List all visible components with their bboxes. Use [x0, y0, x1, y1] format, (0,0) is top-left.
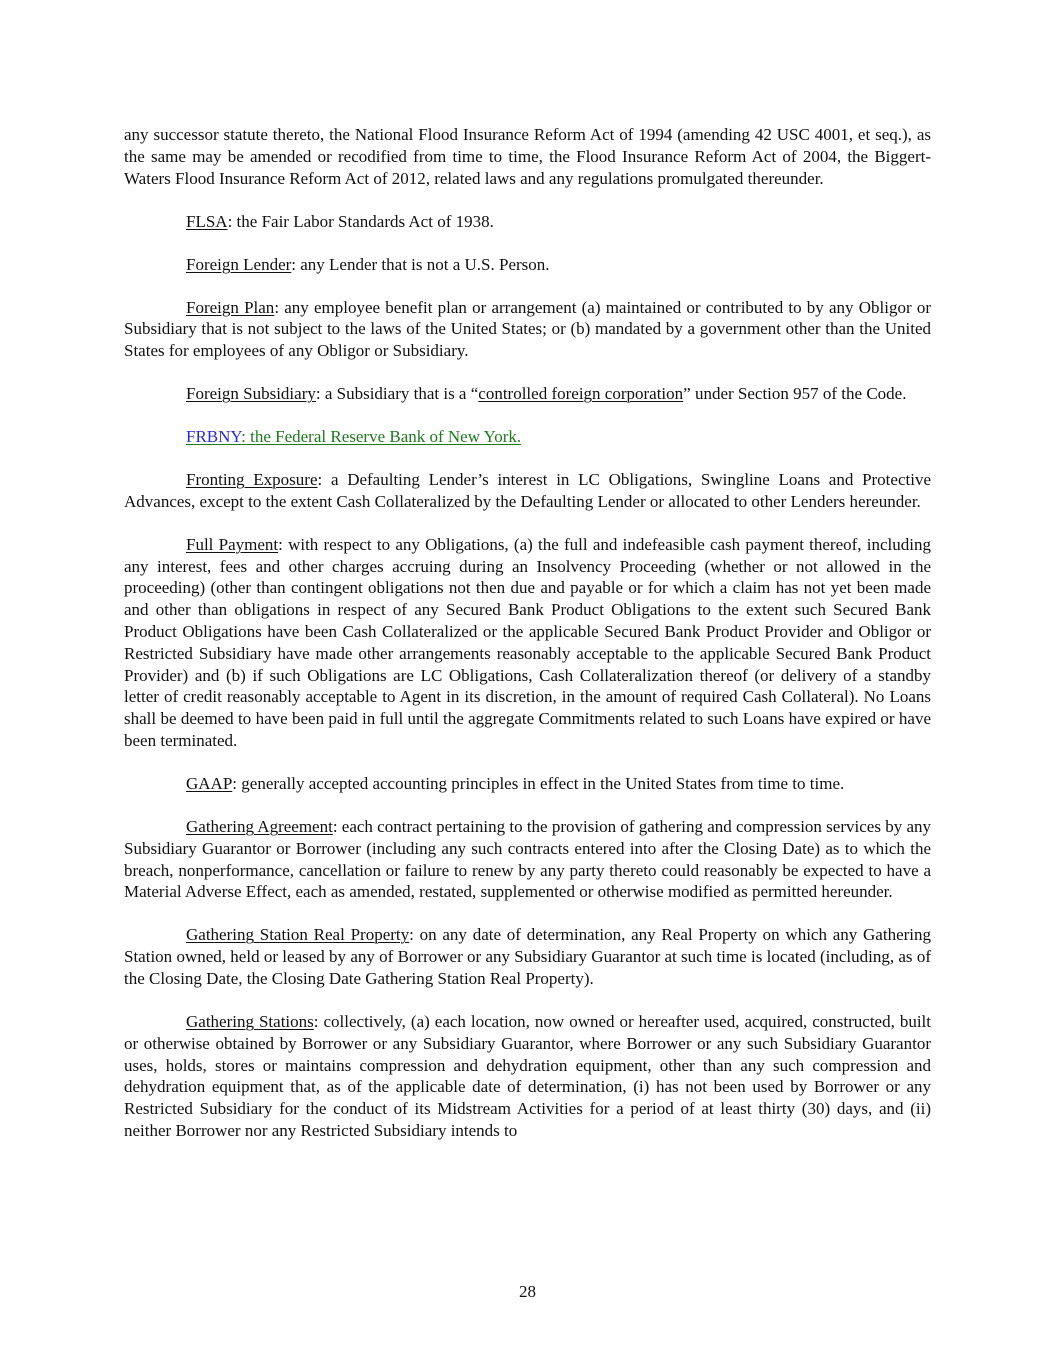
definition-gathering-stations [124, 1011, 931, 1142]
definition-text: : each contract pertaining to the provision of gathering and compression services by any Subsidiary Guarantor or Borrower (including any such contracts entered into after the Closing Date) as to which the breach, nonperformance, cancellation or failure to renew by any party thereto could reasonably be expected to have a Material Adverse Effect, each as amended, restated, supplemented or otherwise modified as permitted hereunder. [124, 817, 931, 902]
defined-term: Gathering Stations [186, 1011, 314, 1031]
defined-term: FRBNY [186, 427, 242, 447]
defined-term: FLSA [186, 211, 228, 231]
definition-text: : on any date of determination, any Real Property on which any Gathering Station owned, held or leased by any of Borrower or any Subsidiary Guarantor at such time is located (including, as of the Closing Date, the Closing Date Gathering Station Real Property). [124, 925, 932, 988]
defined-term: Foreign Lender [186, 254, 292, 274]
inserted-text [186, 427, 521, 446]
definition-full-payment [124, 534, 931, 752]
definition-text: : generally accepted accounting principles in effect in the United States from time to time. [232, 774, 845, 794]
defined-term: Foreign Subsidiary [186, 384, 316, 404]
referenced-term: controlled foreign corporation [478, 384, 684, 404]
definition-text: : with respect to any Obligations, (a) the full and indefeasible cash payment thereof, including any interest, fees and other charges accruing during an Insolvency Proceeding (whether or not allowed in the proceeding) (other than contingent obligations not then due and payable or for which a claim has not yet been made and other than obligations in respect of any Secured Bank Product Obligations to the extent such Secured Bank Product Obligations have been Cash Collateralized or the applicable Secured Bank Product Provider and Obligor or Restricted Subsidiary have made other arrangements reasonably acceptable to the applicable Secured Bank Product Provider) and (b) if such Obligations are LC Obligations, Cash Collateralization thereof (or delivery of a standby letter of credit reasonably acceptable to Agent in its discretion, in the amount of required Cash Collateral). No Loans shall be deemed to have been paid in full until the aggregate Commitments related to such Loans have expired or have been terminated. [124, 534, 931, 751]
definition-foreign-plan [124, 297, 931, 362]
page-number: 28 [519, 1282, 536, 1301]
definition-gathering-agreement [124, 816, 931, 903]
definition-foreign-subsidiary [124, 383, 931, 405]
definition-text: : the Federal Reserve Bank of New York. [241, 427, 522, 447]
definition-gaap [124, 773, 931, 795]
defined-term: Full Payment [186, 534, 279, 554]
definition-frbny [124, 426, 931, 448]
definition-text: ” under Section 957 of the Code. [683, 384, 907, 404]
document-page [124, 124, 931, 1163]
defined-term: Foreign Plan [186, 297, 275, 317]
definition-text: : a Subsidiary that is a “ [315, 384, 479, 404]
definition-foreign-lender [124, 254, 931, 276]
definition-fronting-exposure [124, 469, 931, 513]
definition-text: : any employee benefit plan or arrangement (a) maintained or contributed to by any Obligor or Subsidiary that is not subject to the laws of the United States; or (b) mandated by a government other than the United States for employees of any Obligor or Subsidiary. [124, 297, 931, 361]
defined-term: Fronting Exposure [186, 470, 318, 490]
defined-term: Gathering Agreement [186, 817, 333, 837]
definition-text: : a Defaulting Lender’s interest in LC Obligations, Swingline Loans and Protective Advances, except to the extent Cash Collateralized by the Defaulting Lender or allocated to other Lenders hereunder. [124, 470, 931, 511]
definition-flsa [124, 211, 931, 233]
definition-text: : collectively, (a) each location, now owned or hereafter used, acquired, constructed, built or otherwise obtained by Borrower or any Subsidiary Guarantor, where Borrower or any such Subsidiary Guarantor uses, holds, stores or maintains compression and dehydration equipment, other than any such compression and dehydration equipment that, as of the applicable date of determination, (i) has not been used by Borrower or any Restricted Subsidiary for the conduct of its Midstream Activities for a period of at least thirty (30) days, and (ii) neither Borrower nor any Restricted Subsidiary intends to [124, 1011, 931, 1140]
defined-term: Gathering Station Real Property [186, 925, 410, 945]
defined-term: GAAP [186, 774, 233, 794]
intro-paragraph: any successor statute thereto, the National Flood Insurance Reform Act of 1994 (amending 42 USC 4001, et seq.), as the same may be amended or recodified from time to time, the Flood Insurance Reform Act of 2004, the Biggert-Waters Flood Insurance Reform Act of 2012, related laws and any regulations promulgated thereunder. [124, 125, 931, 188]
definition-text: : the Fair Labor Standards Act of 1938. [227, 211, 494, 231]
definition-text: : any Lender that is not a U.S. Person. [291, 254, 550, 274]
definition-gathering-station-real-property [124, 924, 931, 989]
